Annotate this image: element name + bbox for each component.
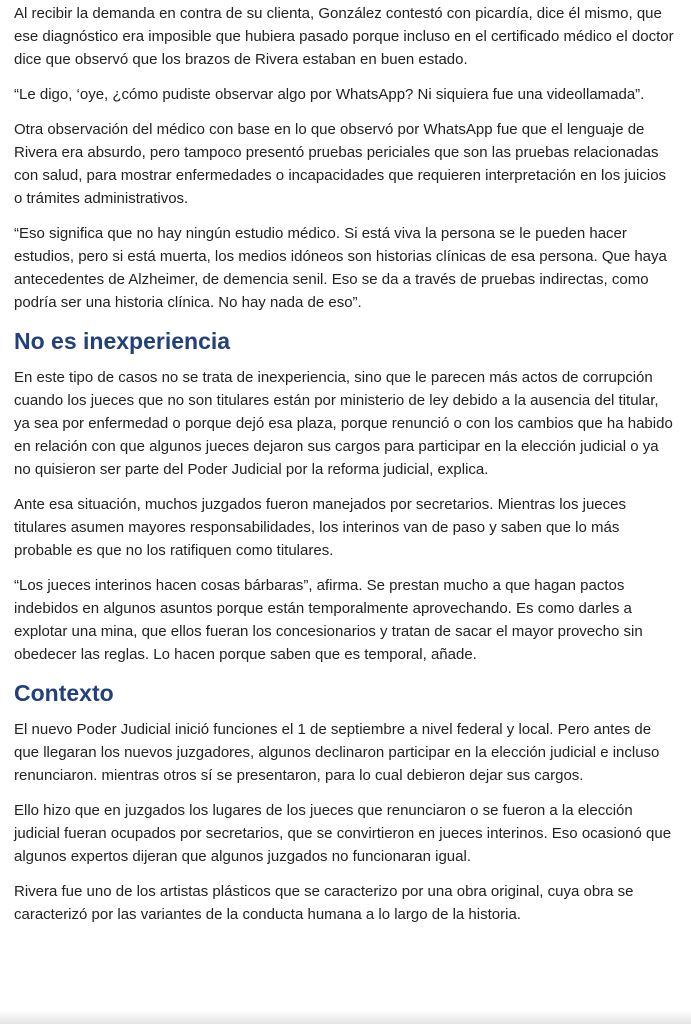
- paragraph: En este tipo de casos no se trata de inexperiencia, sino que le parecen más actos de corrupción cuando los jueces que no son titulares están por ministerio de ley debido a la ausencia del titular, ya sea por enfermedad o porque dejó esa plaza, porque renunció o con los cambios que ha habido en relación con que algunos jueces dejaron sus cargos para participar en la elección judicial o ya no quisieron ser parte del Poder Judicial por la reforma judicial, explica.: [14, 369, 673, 478]
- paragraph: Ante esa situación, muchos juzgados fueron manejados por secretarios. Mientras los jueces titulares asumen mayores responsabilidades, los interinos van de paso y saben que lo más probable es que no los ratifiquen como titulares.: [14, 496, 626, 559]
- section-heading: Contexto: [14, 680, 114, 706]
- paragraph: “Le digo, ‘oye, ¿cómo pudiste observar algo por WhatsApp? Ni siquiera fue una videollamada”.: [14, 86, 645, 103]
- paragraph: “Eso significa que no hay ningún estudio médico. Si está viva la persona se le pueden hacer estudios, pero si está muerta, los medios idóneos son historias clínicas de esa persona. Que haya antecedentes de Alzheimer, de demencia senil. Eso se da a través de pruebas indirectas, como podría ser una historia clínica. No hay nada de eso”.: [14, 225, 667, 311]
- paragraph: “Los jueces interinos hacen cosas bárbaras”, afirma. Se prestan mucho a que hagan pactos indebidos en algunos asuntos porque están temporalmente aprovechando. Es como darles a explotar una mina, que ellos fueran los concesionarios y tratan de sacar el mayor provecho sin obedecer las reglas. Lo hacen porque saben que es temporal, añade.: [14, 577, 643, 663]
- paragraph: Al recibir la demanda en contra de su clienta, González contestó con picardía, dice él mismo, que ese diagnóstico era imposible que hubiera pasado porque incluso en el certificado médico el doctor dice que observó que los brazos de Rivera estaban en buen estado.: [14, 5, 674, 68]
- paragraph: Rivera fue uno de los artistas plásticos que se caracterizo por una obra original, cuya obra se caracterizó por las variantes de la conducta humana a lo largo de la historia.: [14, 883, 634, 923]
- paragraph: Otra observación del médico con base en lo que observó por WhatsApp fue que el lenguaje de Rivera era absurdo, pero tampoco presentó pruebas periciales que son las pruebas relacionadas con salud, para mostrar enfermedades o incapacidades que requieren interpretación en los juicios o trámites administrativos.: [14, 121, 667, 207]
- paragraph: Ello hizo que en juzgados los lugares de los jueces que renunciaron o se fueron a la elección judicial fueran ocupados por secretarios, que se convirtieron en jueces interinos. Eso ocasionó que algunos expertos dijeran que algunos juzgados no funcionaran igual.: [14, 802, 672, 865]
- paragraph: El nuevo Poder Judicial inició funciones el 1 de septiembre a nivel federal y local. Pero antes de que llegaran los nuevos juzgadores, algunos declinaron participar en la elección judicial e incluso renunciaron. mientras otros sí se presentaron, para lo cual debieron dejar sus cargos.: [14, 721, 660, 784]
- bottom-scroll-fade: [0, 1010, 691, 1024]
- section-heading: No es inexperiencia: [14, 328, 231, 354]
